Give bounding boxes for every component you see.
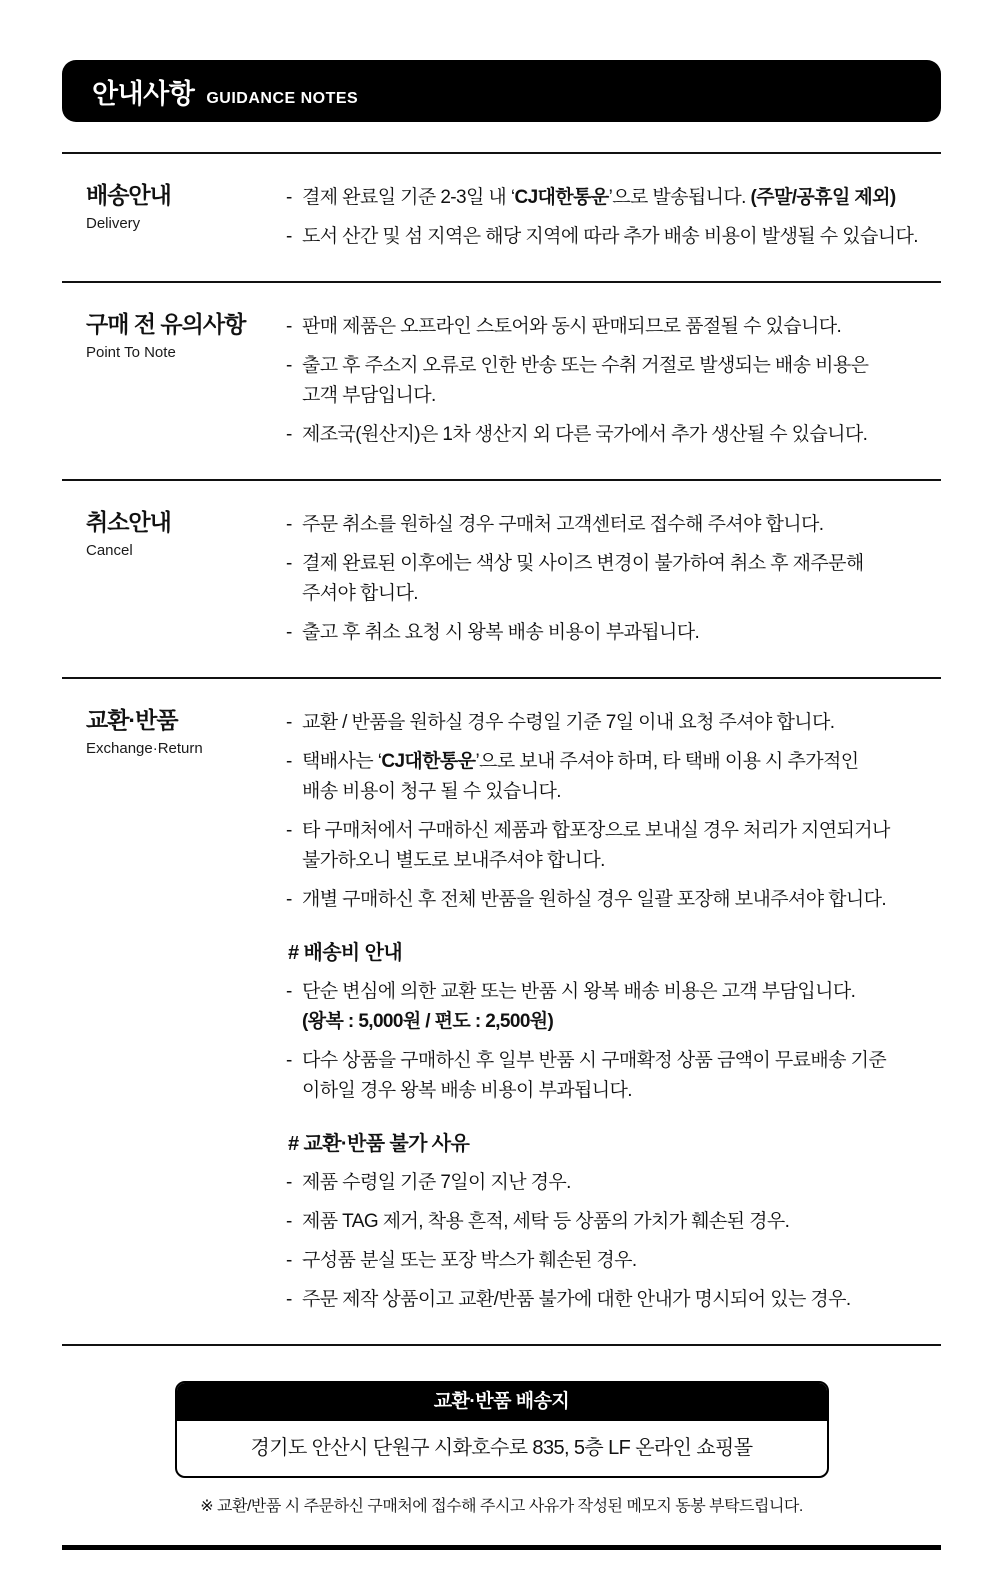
section-point-to-note-header: [86, 310, 286, 450]
bullet-line: [302, 846, 941, 876]
bullet-text: [302, 222, 941, 252]
bullet-line: [302, 708, 941, 738]
text-run: 구성품 분실 또는 포장 박스가 훼손된 경우.: [302, 1250, 637, 1271]
text-run: 타 구매처에서 구매하신 제품과 합포장으로 보내실 경우 처리가 지연되거나: [302, 820, 890, 841]
bullet-item: [286, 1285, 941, 1315]
text-run: 교환 / 반품을 원하실 경우 수령일 기준 7일 이내 요청 주셔야 합니다.: [302, 712, 835, 733]
bullet-dash: -: [286, 226, 293, 247]
bullet-text: [302, 420, 941, 450]
text-run: 개별 구매하신 후 전체 반품을 원하실 경우 일괄 포장해 보내주셔야 합니다.: [302, 889, 887, 910]
text-run: (왕복 : 5,000원 / 편도 : 2,500원): [302, 1011, 554, 1032]
text-run: 판매 제품은 오프라인 스토어와 동시 판매되므로 품절될 수 있습니다.: [302, 316, 842, 337]
section-subtitle: Cancel: [86, 542, 133, 559]
text-run: 다수 상품을 구매하신 후 일부 반품 시 구매확정 상품 금액이 무료배송 기준: [302, 1050, 887, 1071]
section-title: 배송안내: [86, 182, 171, 208]
bullet-dash: -: [286, 514, 293, 535]
bullet-line: [302, 183, 941, 213]
bullet-line: [302, 1285, 941, 1315]
text-run: 결제 완료일 기준 2-3일 내 ‘: [302, 187, 515, 208]
text-run: 제품 수령일 기준 7일이 지난 경우.: [302, 1172, 571, 1193]
bullet-dash: -: [286, 355, 293, 376]
bullet-line: [302, 1246, 941, 1276]
bullet-line: [302, 747, 941, 777]
return-footnote: ※ 교환/반품 시 주문하신 구매처에 접수해 주시고 사유가 작성된 메모지 동봉 부탁드립니다.: [200, 1498, 803, 1515]
return-address-section: [62, 1344, 941, 1516]
bullet-item: [286, 977, 941, 1037]
sub-heading: # 교환·반품 불가 사유: [288, 1133, 470, 1155]
bullet-item: [286, 183, 941, 213]
bullet-line: [302, 222, 941, 252]
return-address-box: [175, 1381, 829, 1478]
bullet-dash: -: [286, 1050, 293, 1071]
text-run: 주문 제작 상품이고 교환/반품 불가에 대한 안내가 명시되어 있는 경우.: [302, 1289, 851, 1310]
bullet-dash: -: [286, 622, 293, 643]
bullet-item: [286, 708, 941, 738]
bullet-line: [302, 312, 941, 342]
bullet-line: [302, 1207, 941, 1237]
text-run: 제품 TAG 제거, 착용 흔적, 세탁 등 상품의 가치가 훼손된 경우.: [302, 1211, 790, 1232]
text-run: CJ대한통운: [381, 751, 476, 772]
bullet-text: [302, 816, 941, 876]
bullet-dash: -: [286, 1289, 293, 1310]
bullet-text: [302, 510, 941, 540]
bullet-item: [286, 747, 941, 807]
bullet-item: [286, 222, 941, 252]
section-exchange-return-body: [286, 706, 941, 1315]
bullet-text: [302, 183, 941, 213]
section-point-to-note-body: [286, 310, 941, 450]
page-title-korean: 안내사항: [92, 78, 195, 109]
text-run: CJ대한통운: [514, 187, 609, 208]
bullet-line: [302, 549, 941, 579]
text-run: 출고 후 주소지 오류로 인한 반송 또는 수취 거절로 발생되는 배송 비용은: [302, 355, 869, 376]
bullet-dash: -: [286, 1250, 293, 1271]
page-title-english: GUIDANCE NOTES: [206, 89, 359, 107]
text-run: 도서 산간 및 섬 지역은 해당 지역에 따라 추가 배송 비용이 발생될 수 있습니다.: [302, 226, 918, 247]
page-title-bar: [62, 60, 941, 122]
section-cancel-body: [286, 508, 941, 648]
guidance-sections: [62, 152, 941, 1344]
section-cancel-header: [86, 508, 286, 648]
text-run: 고객 부담입니다.: [302, 385, 436, 406]
bullet-line: [302, 816, 941, 846]
section-exchange-return: [62, 677, 941, 1344]
bullet-line: [302, 885, 941, 915]
bullet-text: [302, 977, 941, 1037]
bullet-dash: -: [286, 187, 293, 208]
bullet-dash: -: [286, 316, 293, 337]
bullet-line: [302, 1007, 941, 1037]
bullet-text: [302, 1285, 941, 1315]
bullet-text: [302, 1168, 941, 1198]
bullet-text: [302, 351, 941, 411]
section-delivery-header: [86, 181, 286, 252]
bullet-item: [286, 885, 941, 915]
bullet-text: [302, 312, 941, 342]
bullet-text: [302, 885, 941, 915]
text-run: ’으로 보내 주셔야 하며, 타 택배 이용 시 추가적인: [475, 751, 859, 772]
bullet-dash: -: [286, 1211, 293, 1232]
bullet-line: [302, 618, 941, 648]
bullet-line: [302, 579, 941, 609]
page-title: [62, 72, 358, 111]
bullet-line: [302, 510, 941, 540]
bullet-item: [286, 549, 941, 609]
section-delivery-body: [286, 181, 941, 252]
text-run: 주셔야 합니다.: [302, 583, 418, 604]
bullet-dash: -: [286, 751, 293, 772]
bullet-line: [302, 977, 941, 1007]
bullet-item: [286, 351, 941, 411]
return-address-box-title: 교환·반품 배송지: [177, 1383, 827, 1421]
bullet-text: [302, 708, 941, 738]
text-run: (주말/공휴일 제외): [750, 187, 896, 208]
text-run: 결제 완료된 이후에는 색상 및 사이즈 변경이 불가하여 취소 후 재주문해: [302, 553, 864, 574]
bullet-text: [302, 747, 941, 807]
text-run: 단순 변심에 의한 교환 또는 반품 시 왕복 배송 비용은 고객 부담입니다.: [302, 981, 856, 1002]
text-run: 택배사는 ‘: [302, 751, 382, 772]
return-address-text: 경기도 안산시 단원구 시화호수로 835, 5층 LF 온라인 쇼핑몰: [250, 1437, 753, 1459]
text-run: ’으로 발송됩니다.: [608, 187, 751, 208]
bullet-text: [302, 1046, 941, 1106]
text-run: 이하일 경우 왕복 배송 비용이 부과됩니다.: [302, 1080, 632, 1101]
bullet-dash: -: [286, 712, 293, 733]
text-run: 배송 비용이 청구 될 수 있습니다.: [302, 781, 561, 802]
bullet-item: [286, 816, 941, 876]
section-delivery: [62, 152, 941, 281]
bullet-dash: -: [286, 981, 293, 1002]
bullet-line: [302, 1168, 941, 1198]
bullet-line: [302, 1076, 941, 1106]
bullet-item: [286, 1046, 941, 1106]
bullet-dash: -: [286, 820, 293, 841]
bullet-item: [286, 1207, 941, 1237]
bullet-item: [286, 510, 941, 540]
section-point-to-note: [62, 281, 941, 479]
text-run: 출고 후 취소 요청 시 왕복 배송 비용이 부과됩니다.: [302, 622, 700, 643]
bullet-dash: -: [286, 424, 293, 445]
bullet-line: [302, 1046, 941, 1076]
bullet-item: [286, 420, 941, 450]
section-exchange-return-header: [86, 706, 286, 1315]
bullet-text: [302, 618, 941, 648]
bullet-line: [302, 381, 941, 411]
section-subtitle: Delivery: [86, 215, 141, 232]
sub-heading: # 배송비 안내: [288, 942, 403, 964]
bullet-item: [286, 1168, 941, 1198]
bullet-text: [302, 1246, 941, 1276]
bottom-divider: [62, 1545, 941, 1550]
section-cancel: [62, 479, 941, 677]
bullet-item: [286, 312, 941, 342]
section-title: 구매 전 유의사항: [86, 311, 246, 337]
bullet-item: [286, 1246, 941, 1276]
text-run: 제조국(원산지)은 1차 생산지 외 다른 국가에서 추가 생산될 수 있습니다.: [302, 424, 868, 445]
bullet-dash: -: [286, 553, 293, 574]
section-title: 교환·반품: [86, 707, 178, 733]
bullet-line: [302, 420, 941, 450]
bullet-dash: -: [286, 1172, 293, 1193]
bullet-dash: -: [286, 889, 293, 910]
text-run: 불가하오니 별도로 보내주셔야 합니다.: [302, 850, 605, 871]
section-subtitle: Exchange·Return: [86, 740, 203, 757]
bullet-item: [286, 618, 941, 648]
section-title: 취소안내: [86, 509, 171, 535]
bullet-line: [302, 777, 941, 807]
bullet-line: [302, 351, 941, 381]
section-subtitle: Point To Note: [86, 344, 176, 361]
text-run: 주문 취소를 원하실 경우 구매처 고객센터로 접수해 주셔야 합니다.: [302, 514, 824, 535]
bullet-text: [302, 549, 941, 609]
bullet-text: [302, 1207, 941, 1237]
